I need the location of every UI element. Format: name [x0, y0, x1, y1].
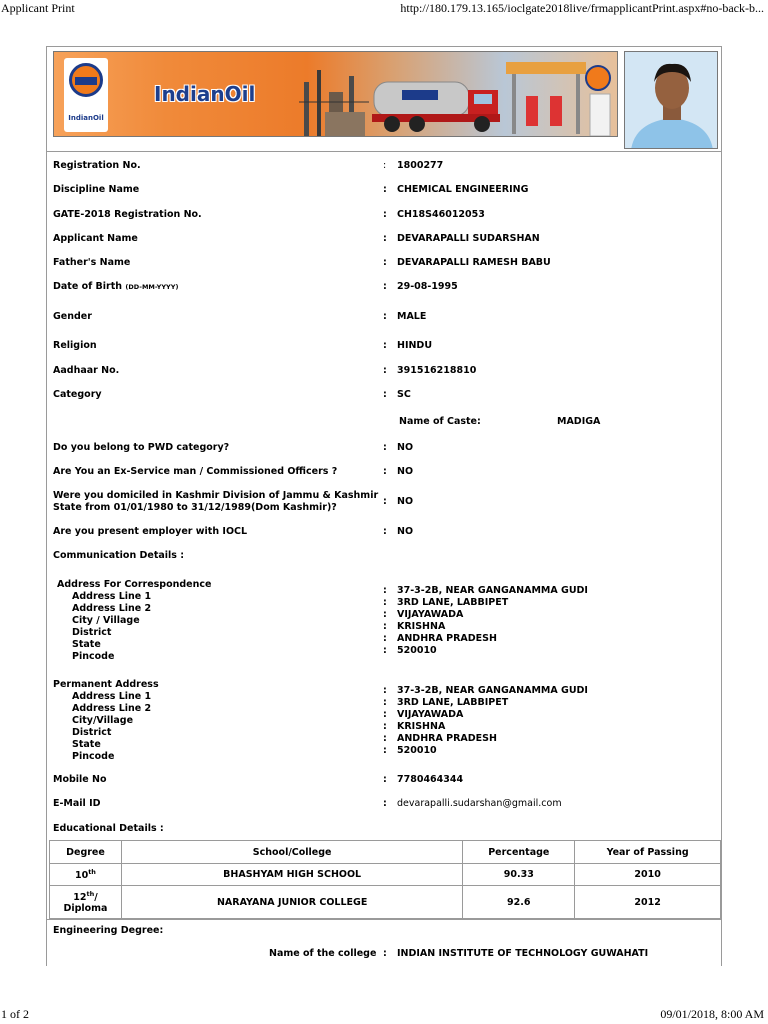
- colon: :: [383, 442, 387, 453]
- page-number: 1 of 2: [1, 1007, 29, 1021]
- refinery-icon: [299, 62, 369, 137]
- aadhaar-value: 391516218810: [397, 365, 477, 376]
- degree-cell: 12th/ Diploma: [50, 886, 122, 919]
- year-cell: 2010: [575, 864, 721, 886]
- school-header: School/College: [121, 841, 462, 864]
- educational-details-title: Educational Details :: [53, 823, 164, 834]
- colon: :: [383, 389, 387, 400]
- year-header: Year of Passing: [575, 841, 721, 864]
- colon: :: [383, 466, 387, 477]
- colon: :: [383, 257, 387, 268]
- percentage-cell: 90.33: [463, 864, 575, 886]
- logo-text: IndianOil: [68, 114, 104, 122]
- email-value: devarapalli.sudarshan@gmail.com: [397, 798, 562, 809]
- correspondence-title: Address For Correspondence: [57, 579, 212, 590]
- gate-reg-label: GATE-2018 Registration No.: [53, 209, 202, 220]
- percentage-cell: 92.6: [463, 886, 575, 919]
- applicant-name-label: Applicant Name: [53, 233, 138, 244]
- colon: :: [383, 340, 387, 351]
- percentage-header: Percentage: [463, 841, 575, 864]
- permanent-labels: Address Line 1 Address Line 2 City/Village District State Pincode: [72, 691, 152, 762]
- table-row: [50, 886, 721, 919]
- pwd-label: Do you belong to PWD category?: [53, 442, 230, 453]
- gate-reg-value: CH18S46012053: [397, 209, 485, 220]
- colon: :: [383, 798, 387, 809]
- colon: :: [383, 526, 387, 537]
- mobile-label: Mobile No: [53, 774, 107, 785]
- caste-label: Name of Caste:: [399, 416, 481, 427]
- iocl-employee-value: NO: [397, 526, 414, 537]
- category-label: Category: [53, 389, 102, 400]
- dob-value: 29-08-1995: [397, 281, 458, 292]
- correspondence-values: 37-3-2B, NEAR GANGANAMMA GUDI 3RD LANE, LABBIPET VIJAYAWADA KRISHNA ANDHRA PRADESH 520010: [397, 585, 588, 656]
- ex-service-value: NO: [397, 466, 414, 477]
- colon: :: [383, 160, 387, 171]
- aadhaar-label: Aadhaar No.: [53, 365, 120, 376]
- category-value: SC: [397, 389, 411, 400]
- kashmir-value: NO: [397, 496, 414, 507]
- registration-no-value: 1800277: [397, 160, 444, 171]
- communication-details-title: Communication Details :: [53, 550, 185, 561]
- colon: :: [383, 948, 387, 959]
- college-name-value: INDIAN INSTITUTE OF TECHNOLOGY GUWAHATI: [397, 948, 649, 959]
- father-name-label: Father's Name: [53, 257, 131, 268]
- religion-label: Religion: [53, 340, 97, 351]
- dob-label: Date of Birth (DD-MM-YYYY): [53, 281, 179, 292]
- college-name-label: Name of the college: [269, 948, 377, 959]
- kashmir-label: Were you domiciled in Kashmir Division of Jammu & Kashmir State from 01/01/1980 to 31/12/1989(Dom Kashmir)?: [53, 490, 379, 513]
- degree-cell: 10th: [50, 864, 122, 886]
- print-datetime: 09/01/2018, 8:00 AM: [660, 1007, 764, 1021]
- colon: :: [383, 365, 387, 376]
- school-cell: BHASHYAM HIGH SCHOOL: [121, 864, 462, 886]
- gender-value: MALE: [397, 311, 427, 322]
- mobile-value: 7780464344: [397, 774, 464, 785]
- permanent-values: 37-3-2B, NEAR GANGANAMMA GUDI 3RD LANE, LABBIPET VIJAYAWADA KRISHNA ANDHRA PRADESH 520010: [397, 685, 588, 756]
- print-header: [0, 0, 768, 18]
- father-name-value: DEVARAPALLI RAMESH BABU: [397, 257, 551, 268]
- correspondence-colons: : : : : : :: [383, 585, 387, 656]
- fuel-station-icon: [506, 56, 614, 136]
- gender-label: Gender: [53, 311, 92, 322]
- colon: :: [383, 311, 387, 322]
- colon: :: [383, 233, 387, 244]
- applicant-form: [46, 46, 722, 966]
- caste-value: MADIGA: [557, 416, 601, 427]
- indianoil-logo-icon: [64, 58, 108, 132]
- indianoil-banner: [53, 51, 618, 137]
- religion-value: HINDU: [397, 340, 433, 351]
- colon: :: [383, 281, 387, 292]
- discipline-label: Discipline Name: [53, 184, 140, 195]
- colon: :: [383, 209, 387, 220]
- tanker-truck-icon: [372, 70, 502, 136]
- colon: :: [383, 184, 387, 195]
- dob-format: (DD-MM-YYYY): [125, 283, 179, 291]
- colon: :: [383, 774, 387, 785]
- degree-header: Degree: [50, 841, 122, 864]
- year-cell: 2012: [575, 886, 721, 919]
- education-table: [49, 840, 721, 919]
- email-label: E-Mail ID: [53, 798, 101, 809]
- print-title: Applicant Print: [1, 1, 75, 15]
- engineering-degree-title: Engineering Degree:: [53, 925, 164, 936]
- applicant-photo: [624, 51, 718, 149]
- discipline-value: CHEMICAL ENGINEERING: [397, 184, 529, 195]
- table-header-row: [50, 841, 721, 864]
- iocl-employee-label: Are you present employer with IOCL: [53, 526, 248, 537]
- permanent-colons: : : : : : :: [383, 685, 387, 756]
- registration-no-label: Registration No.: [53, 160, 141, 171]
- pwd-value: NO: [397, 442, 414, 453]
- permanent-title: Permanent Address: [53, 679, 159, 690]
- correspondence-labels: Address Line 1 Address Line 2 City / Village District State Pincode: [72, 591, 152, 662]
- print-url: http://180.179.13.165/ioclgate2018live/frmapplicantPrint.aspx#no-back-b...: [400, 1, 764, 15]
- school-cell: NARAYANA JUNIOR COLLEGE: [121, 886, 462, 919]
- person-photo-icon: [625, 52, 718, 149]
- applicant-name-value: DEVARAPALLI SUDARSHAN: [397, 233, 540, 244]
- brand-name: IndianOil: [154, 82, 256, 106]
- colon: :: [383, 496, 387, 507]
- ex-service-label: Are You an Ex-Service man / Commissioned Officers ?: [53, 466, 338, 477]
- table-row: [50, 864, 721, 886]
